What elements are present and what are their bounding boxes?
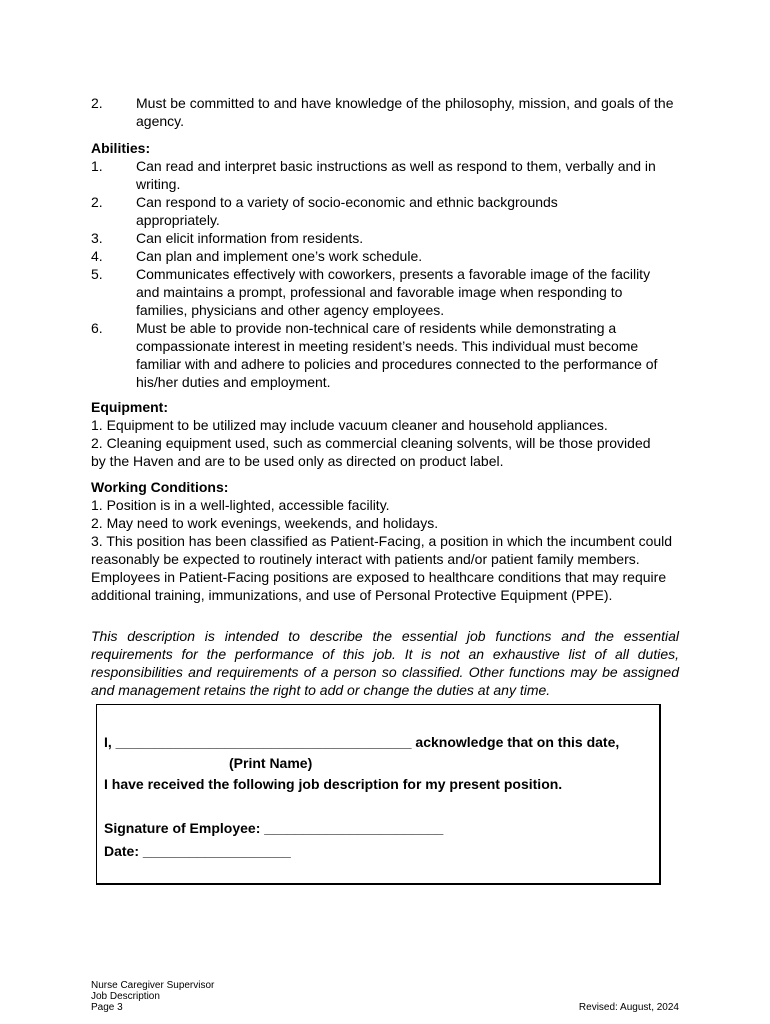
- acknowledgement-box: [96, 704, 661, 885]
- equipment-line: 2. Cleaning equipment used, such as commercial cleaning solvents, will be those provided by the Haven and are to be used only as directed on product label.: [91, 435, 651, 469]
- footer-left: [91, 980, 214, 1013]
- list-item: [91, 94, 691, 130]
- footer-title: Nurse Caregiver Supervisor: [91, 980, 215, 991]
- list-item-number: 5.: [91, 266, 103, 282]
- list-item: [91, 247, 681, 265]
- list-item-text: Must be able to provide non-technical care of residents while demonstrating a compassionate interest in meeting resident’s needs. This individual must become familiar with and adhere to policies and procedures connected to the performance of his/her duties and employment.: [136, 320, 658, 390]
- list-item-text: Can plan and implement one’s work schedule.: [136, 248, 423, 264]
- receipt-statement: I have received the following job description for my present position.: [104, 776, 563, 792]
- equipment-section: [91, 398, 651, 470]
- signature-field: Signature of Employee: _______________________: [104, 820, 444, 836]
- list-item: [91, 193, 681, 229]
- abilities-heading: Abilities:: [91, 140, 151, 156]
- equipment-line: 1. Equipment to be utilized may include vacuum cleaner and household appliances.: [91, 417, 608, 433]
- print-name-label: (Print Name): [229, 755, 313, 771]
- abilities-list: [91, 157, 681, 391]
- list-item: [91, 157, 681, 193]
- working-conditions-heading: Working Conditions:: [91, 479, 229, 495]
- list-item-number: 1.: [91, 158, 103, 174]
- footer-doc-type: Job Description: [91, 991, 160, 1002]
- list-item-text: Must be committed to and have knowledge of the philosophy, mission, and goals of the agency.: [136, 95, 674, 129]
- intro-list: [91, 94, 691, 130]
- working-conditions-line: 2. May need to work evenings, weekends, and holidays.: [91, 515, 439, 531]
- working-conditions-line: 3. This position has been classified as Patient-Facing, a position in which the incumbent could reasonably be expected to routinely interact with patients and/or patient family members. Employees in Patient-Facing positions are exposed to healthcare conditions that may require additional training, immunizations, and use of Personal Protective Equipment (PPE).: [91, 533, 673, 603]
- list-item-text: Can elicit information from residents.: [136, 230, 364, 246]
- list-item-number: 4.: [91, 248, 103, 264]
- working-conditions-section: [91, 478, 683, 604]
- list-item-text: Communicates effectively with coworkers, presents a favorable image of the facility and maintains a prompt, professional and favorable image when responding to families, physicians and other agency employees.: [136, 266, 651, 318]
- working-conditions-line: 1. Position is in a well-lighted, accessible facility.: [91, 497, 390, 513]
- list-item-text: Can respond to a variety of socio-economic and ethnic backgrounds appropriately.: [136, 194, 558, 228]
- list-item-text: Can read and interpret basic instructions as well as respond to them, verbally and in writing.: [136, 158, 656, 192]
- list-item: [91, 265, 681, 319]
- disclaimer-paragraph: This description is intended to describe the essential job functions and the essential requirements for the performance of this job. It is not an exhaustive list of all duties, responsibilities and requirements of a person so classified. Other functions may be assigned and management retains the right to add or change the duties at any time.: [91, 628, 679, 698]
- acknowledge-statement: I, ______________________________________ acknowledge that on this date,: [104, 734, 620, 750]
- list-item: [91, 229, 681, 247]
- footer-revised: Revised: August, 2024: [578, 1002, 679, 1013]
- list-item-number: 6.: [91, 320, 103, 336]
- list-item-number: 3.: [91, 230, 103, 246]
- equipment-heading: Equipment:: [91, 399, 168, 415]
- abilities-section: [91, 139, 691, 157]
- date-field: Date: ___________________: [104, 843, 291, 859]
- list-item-number: 2.: [91, 194, 103, 210]
- list-item: [91, 319, 681, 391]
- list-item-number: 2.: [91, 95, 103, 111]
- footer-page-number: Page 3: [91, 1002, 123, 1013]
